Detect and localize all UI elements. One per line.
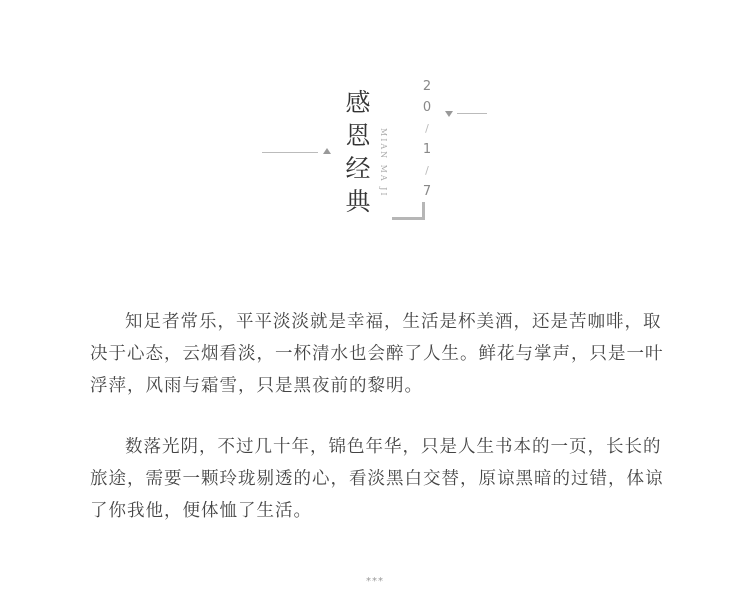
year-digit: 0 [422, 100, 432, 115]
year-digit: 1 [422, 142, 432, 157]
title-char: 典 [345, 187, 371, 216]
year-separator: / [425, 164, 429, 177]
year-label [419, 76, 435, 202]
title-char: 感 [345, 88, 371, 117]
paragraph: 知足者常乐，平平淡淡就是幸福，生活是杯美酒，还是苦咖啡，取决于心态，云烟看淡，一杯清水也会醉了人生。鲜花与掌声，只是一叶浮萍，风雨与霜雪，只是黑夜前的黎明。 [90, 312, 664, 396]
pinyin-subtitle: MIAN MA JI [379, 128, 388, 198]
title-char: 经 [345, 154, 371, 183]
triangle-up-icon [323, 148, 331, 154]
triangle-down-icon [445, 111, 453, 117]
right-divider-line [457, 113, 487, 114]
article-body [90, 306, 670, 556]
title-char: 恩 [345, 121, 371, 150]
page-title [340, 86, 376, 218]
year-digit: 7 [422, 184, 432, 199]
left-divider-line [262, 152, 318, 153]
section-end-dots: *** [366, 576, 384, 587]
header-decoration [0, 0, 750, 260]
paragraph: 数落光阴，不过几十年，锦色年华，只是人生书本的一页，长长的旅途，需要一颗玲珑剔透的心，看淡黑白交替，原谅黑暗的过错，体谅了你我他，便体恤了生活。 [90, 437, 664, 521]
year-digit: 2 [422, 79, 432, 94]
year-separator: / [425, 122, 429, 135]
